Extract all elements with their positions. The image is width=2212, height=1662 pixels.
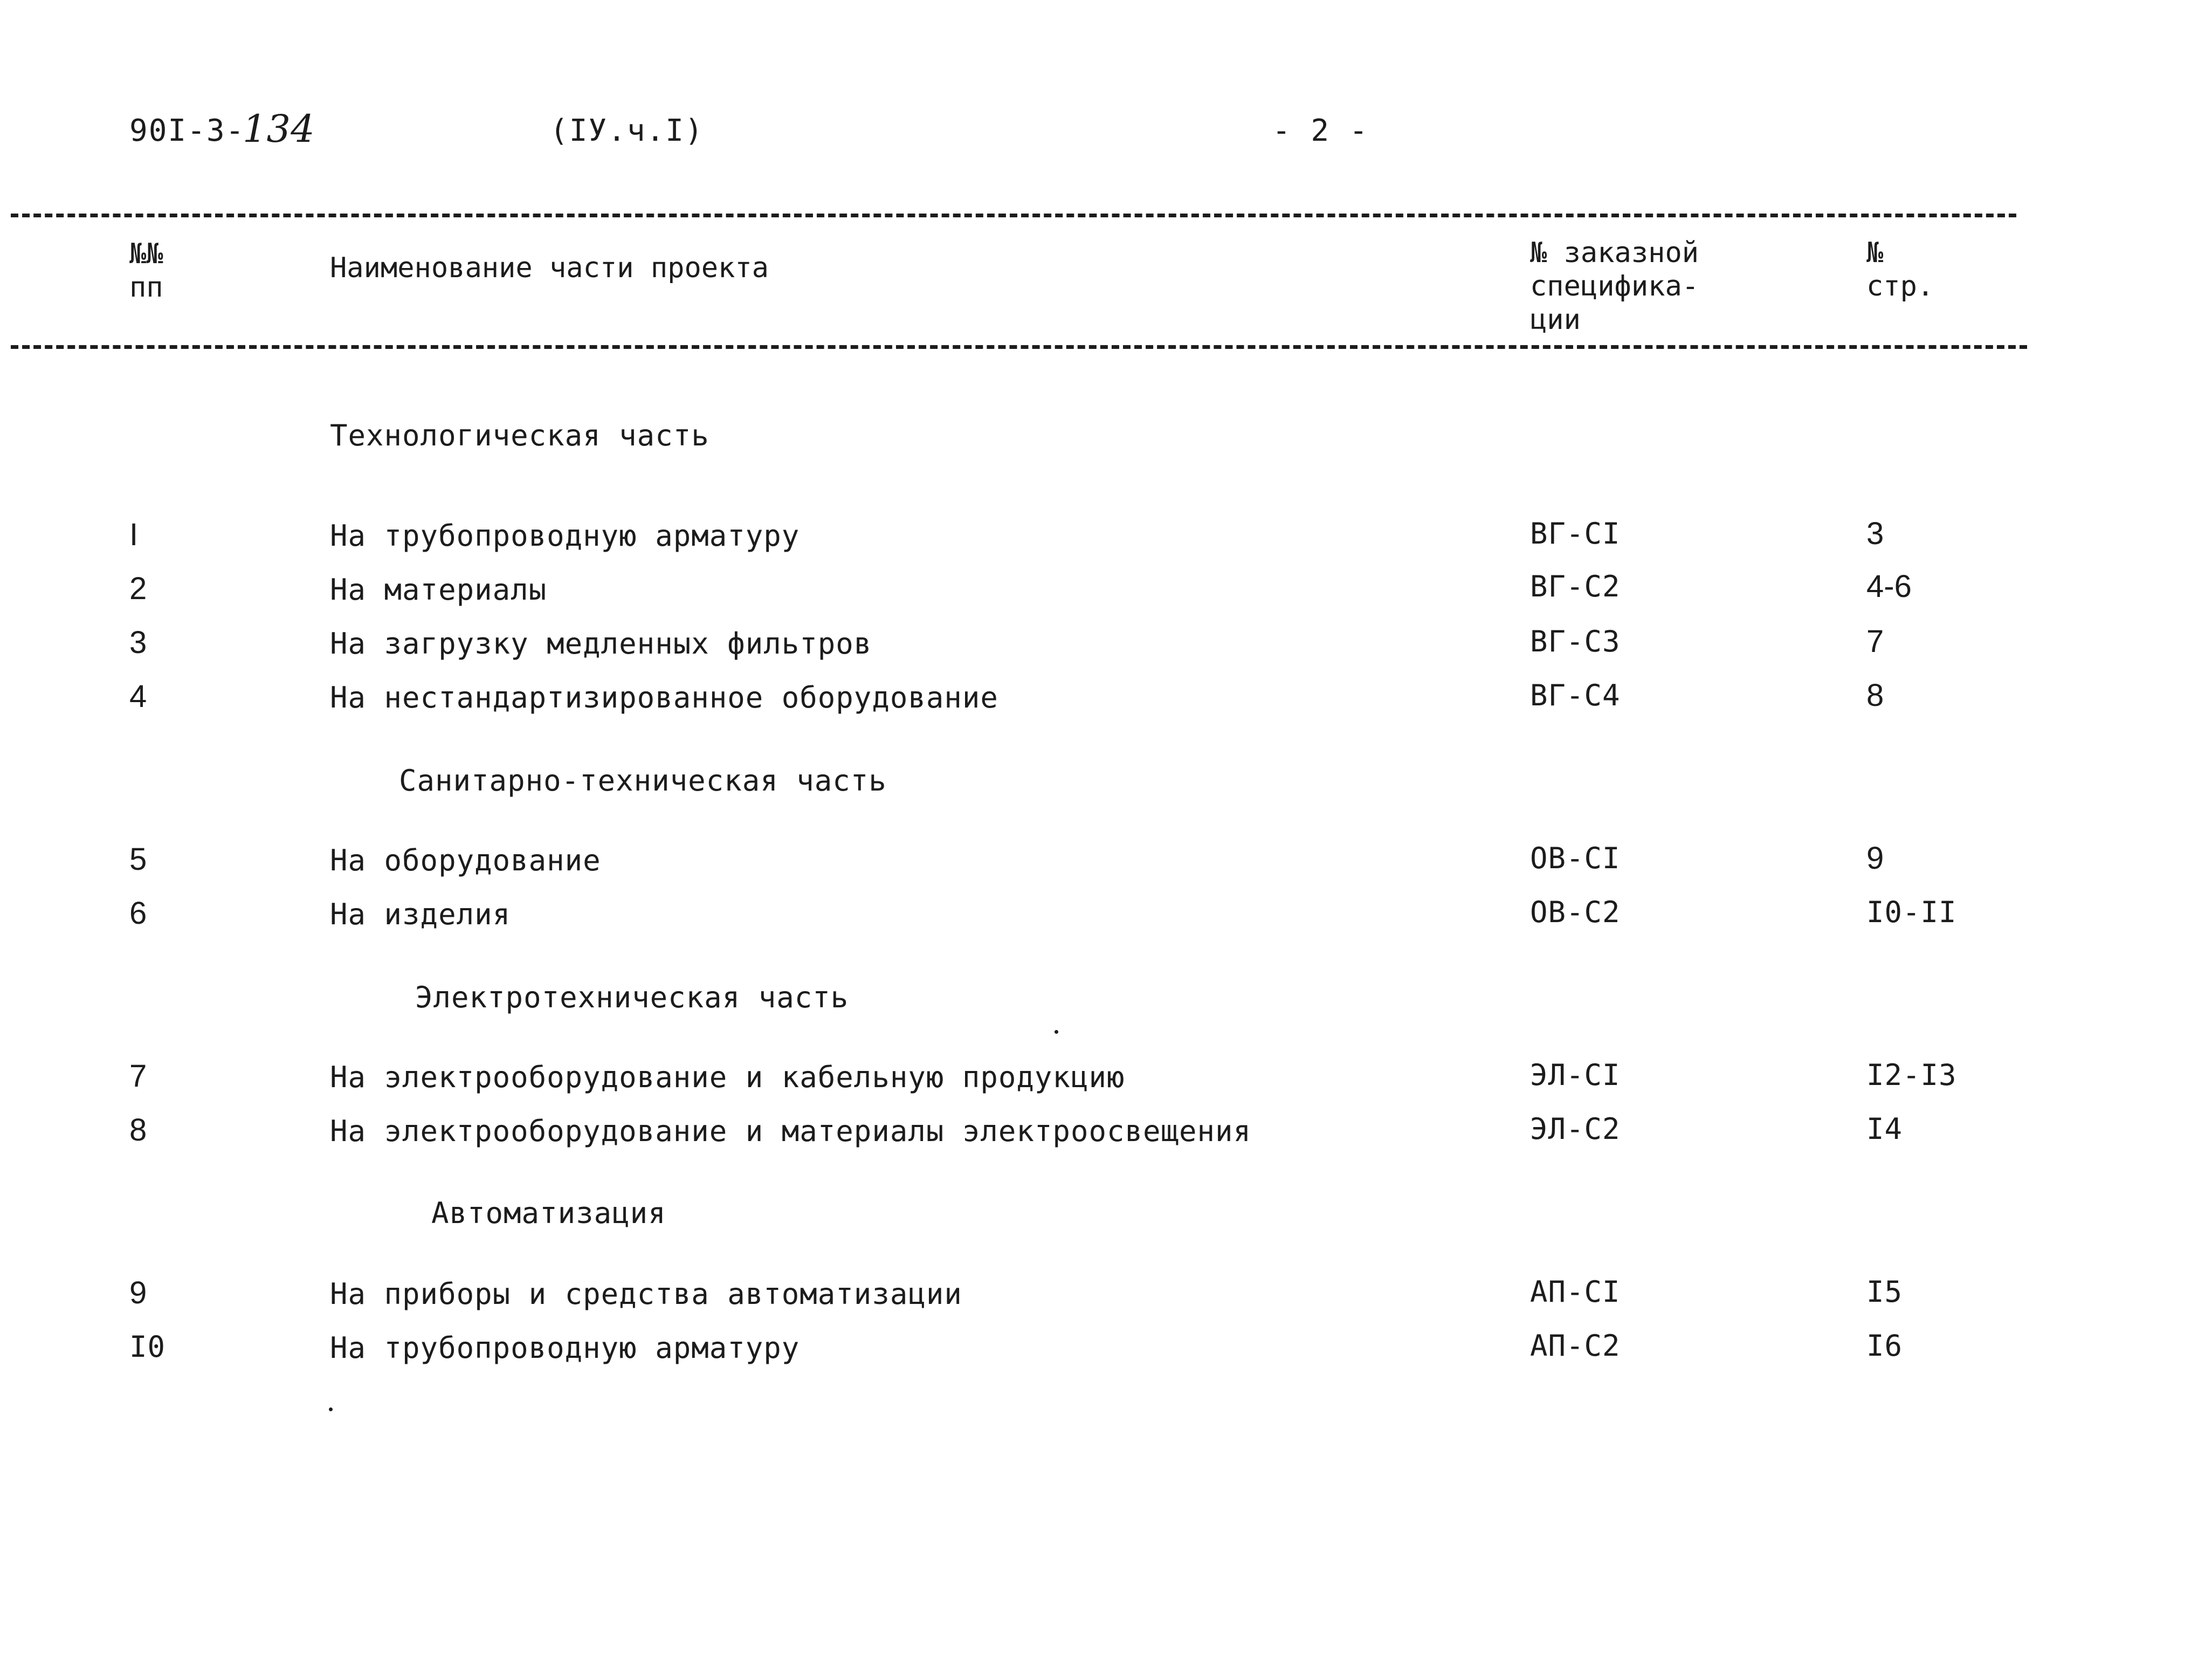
volume-label: (IУ.ч.I): [550, 113, 704, 148]
row-page: 3: [1866, 516, 1884, 551]
scan-speck: [1055, 1030, 1058, 1034]
header-rule-bottom: [11, 345, 2027, 349]
column-name-header: Наименование части проекта: [330, 252, 769, 284]
row-page: 4-6: [1866, 569, 1912, 604]
row-page: 8: [1866, 678, 1884, 713]
row-number: 2: [129, 571, 147, 606]
row-name: На материалы: [330, 573, 547, 607]
column-number-header: №№ пп: [129, 238, 163, 304]
row-name: На изделия: [330, 897, 511, 931]
scan-speck: [329, 1407, 333, 1411]
row-page: 9: [1866, 841, 1884, 876]
row-number: 6: [129, 896, 147, 931]
row-spec: ВГ-СI: [1530, 517, 1621, 551]
section-title: Электротехническая часть: [415, 980, 849, 1014]
row-number: 5: [129, 842, 147, 877]
column-spec-header: № заказной специфика- ции: [1530, 237, 1699, 336]
row-name: На загрузку медленных фильтров: [330, 627, 872, 661]
section-title: Санитарно-техническая часть: [399, 764, 887, 798]
row-name: На оборудование: [330, 843, 601, 877]
row-page: I2-I3: [1866, 1058, 1957, 1092]
row-name: На нестандартизированное оборудование: [330, 681, 998, 715]
row-page: I6: [1866, 1329, 1903, 1363]
row-page: 7: [1866, 624, 1884, 659]
row-number: 7: [129, 1059, 147, 1094]
row-spec: ОВ-СI: [1530, 841, 1621, 875]
row-name: На электрооборудование и кабельную продукцию: [330, 1060, 1125, 1094]
row-number: 8: [129, 1112, 147, 1148]
row-spec: ЭЛ-С2: [1530, 1112, 1621, 1146]
row-name: На электрооборудование и материалы электроосвещения: [330, 1114, 1252, 1148]
row-page: I5: [1866, 1275, 1903, 1309]
row-spec: ЭЛ-СI: [1530, 1058, 1621, 1092]
row-page: I4: [1866, 1112, 1903, 1146]
section-title: Автоматизация: [431, 1196, 666, 1230]
doc-code-prefix: 90I-3-: [129, 113, 245, 148]
row-number: I: [129, 517, 139, 552]
section-title: Технологическая часть: [330, 418, 709, 452]
row-page: I0-II: [1866, 895, 1957, 929]
row-spec: АП-С2: [1530, 1329, 1621, 1363]
row-number: 4: [129, 679, 147, 714]
row-name: На трубопроводную арматуру: [330, 519, 800, 553]
row-spec: ВГ-С2: [1530, 569, 1621, 603]
row-number: I0: [129, 1330, 166, 1364]
column-page-header: № стр.: [1866, 237, 1934, 303]
row-spec: ОВ-С2: [1530, 895, 1621, 929]
doc-code-handwritten: 134: [243, 107, 315, 151]
row-number: 9: [129, 1275, 147, 1310]
row-spec: АП-СI: [1530, 1275, 1621, 1309]
row-spec: ВГ-С3: [1530, 624, 1621, 658]
row-spec: ВГ-С4: [1530, 678, 1621, 712]
row-name: На приборы и средства автоматизации: [330, 1277, 962, 1311]
page-number: - 2 -: [1272, 113, 1369, 148]
header-rule-top: [11, 214, 2016, 217]
row-name: На трубопроводную арматуру: [330, 1331, 800, 1365]
row-number: 3: [129, 625, 147, 660]
